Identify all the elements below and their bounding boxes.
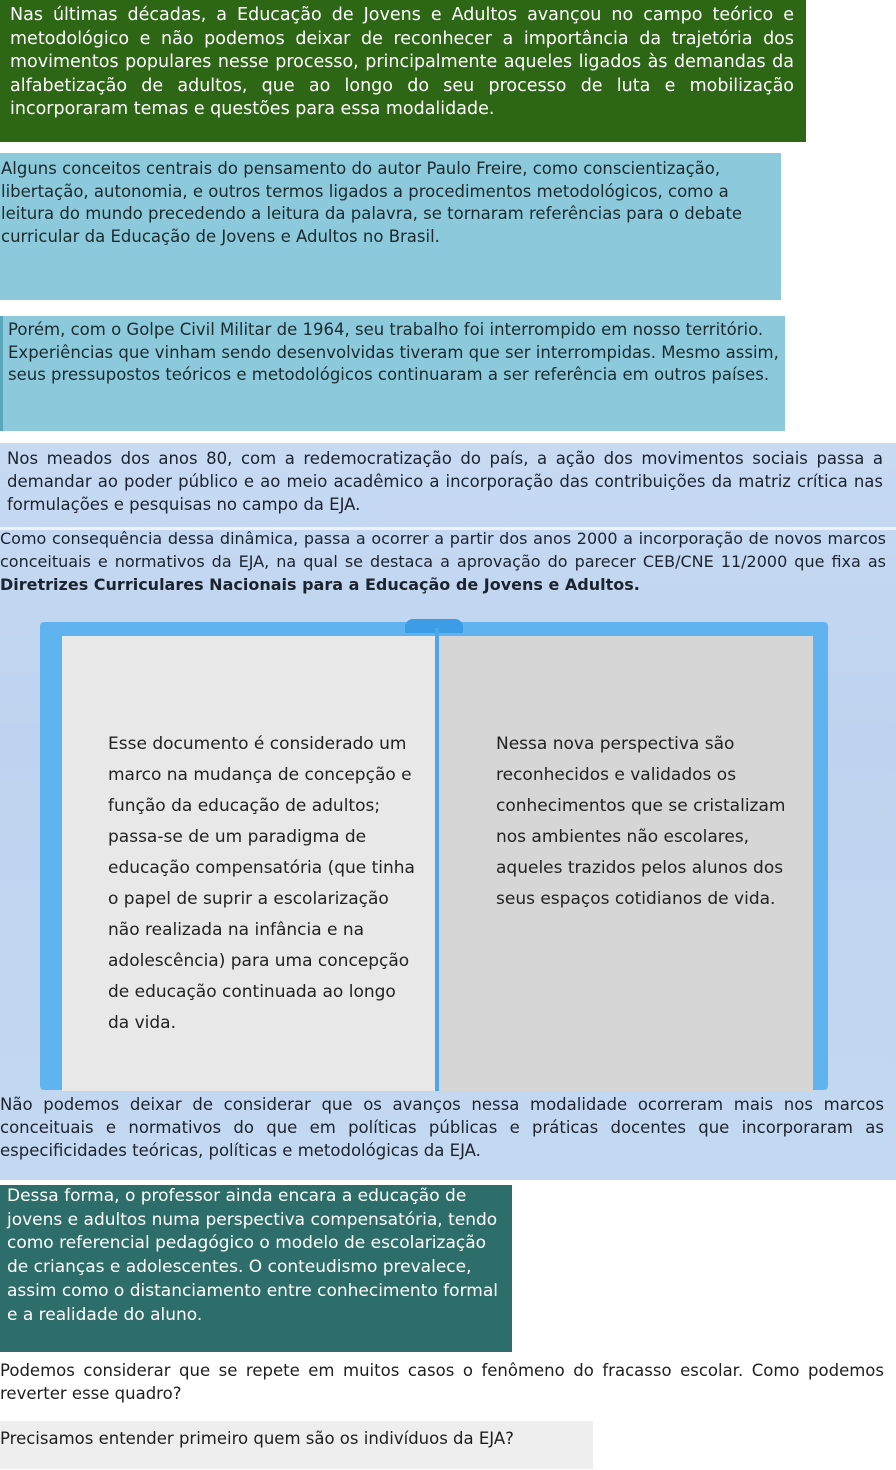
book-left-text: Esse documento é considerado um marco na mudança de concepção e função da educação de adultos; passa-se de um paradigma de educação compensatória (que tinha o papel de suprir a escolarização não realizada na infância e na adolescência) para uma concepção de educação continuada ao longo da vida. [108, 734, 415, 1033]
question-grey-box [0, 1421, 593, 1469]
diretrizes-bold-text: Diretrizes Curriculares Nacionais para a Educação de Jovens e Adultos. [0, 575, 640, 594]
golpe-text: Porém, com o Golpe Civil Militar de 1964, seu trabalho foi interrompido em nosso território. Experiências que vinham sendo desenvolvidas tiveram que ser interrompidas. Mesmo assim, seus pressupostos teóricos e metodológicos continuaram a ser referência em outros países. [8, 320, 779, 384]
book-spine [435, 628, 439, 1091]
intro-green-box [0, 0, 806, 142]
professor-text: Dessa forma, o professor ainda encara a educação de jovens e adultos numa perspectiva compensatória, tendo como referencial pedagógico o modelo de escolarização de crianças e adolescentes. O conteudismo prevalece, assim como o distanciamento entre conhecimento formal e a realidade do aluno. [7, 1186, 498, 1325]
anos80-text: Nos meados dos anos 80, com a redemocratização do país, a ação dos movimentos sociais passa a demandar ao poder público e ao meio acadêmico a incorporação das contribuições da matriz crítica nas formulações e pesquisas no campo da EJA. [7, 449, 883, 514]
fracasso-text: Podemos considerar que se repete em muitos casos o fenômeno do fracasso escolar. Como podemos reverter esse quadro? [0, 1361, 884, 1403]
book-right-text: Nessa nova perspectiva são reconhecidos e validados os conhecimentos que se cristalizam nos ambientes não escolares, aqueles trazidos pelos alunos dos seus espaços cotidianos de vida. [496, 734, 786, 909]
anos2000-paragraph [0, 527, 886, 596]
box-accent-bar [0, 316, 3, 431]
avancos-text: Não podemos deixar de considerar que os avanços nessa modalidade ocorreram mais nos marcos conceituais e normativos do que em políticas públicas e práticas docentes que incorporaram as especificidades teóricas, políticas e metodológicas da EJA. [0, 1095, 884, 1160]
golpe-cyan-box [0, 316, 785, 431]
pergunta-text: Precisamos entender primeiro quem são os indivíduos da EJA? [0, 1429, 514, 1448]
freire-text: Alguns conceitos centrais do pensamento do autor Paulo Freire, como conscientização, libertação, autonomia, e outros termos ligados a procedimentos metodológicos, como a leitura do mundo precedendo a leitura da palavra, se tornaram referências para o debate curricular da Educação de Jovens e Adultos no Brasil. [1, 159, 743, 246]
book-bookmark [405, 619, 463, 633]
freire-cyan-box [0, 153, 781, 300]
anos2000-text: Como consequência dessa dinâmica, passa a ocorrer a partir dos anos 2000 a incorporação de novos marcos conceituais e normativos da EJA, na qual se destaca a aprovação do parecer CEB/CNE 11/2000 que fixa as [0, 529, 886, 571]
professor-teal-box [0, 1185, 512, 1352]
intro-text: Nas últimas décadas, a Educação de Jovens e Adultos avançou no campo teórico e metodológico e não podemos deixar de reconhecer a importância da trajetória dos movimentos populares nesse processo, principalmente aqueles ligados às demandas da alfabetização de adultos, que ao longo do seu processo de luta e mobilização incorporaram temas e questões para essa modalidade. [10, 5, 794, 119]
